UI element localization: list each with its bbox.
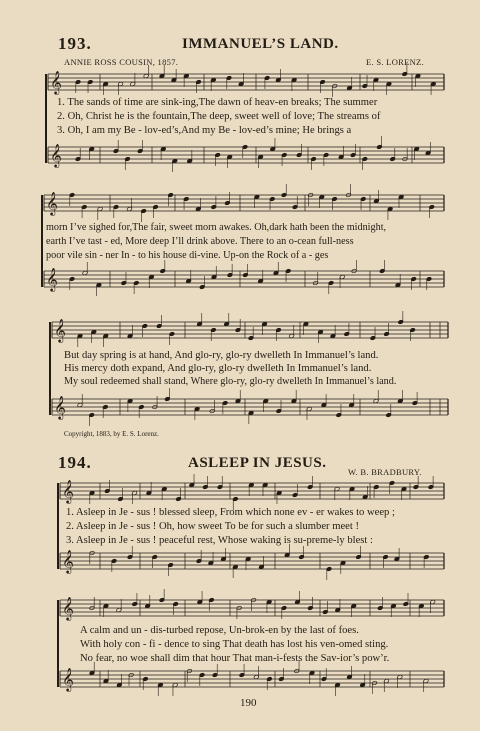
svg-text:𝄞: 𝄞 — [46, 191, 58, 215]
svg-text:𝄞: 𝄞 — [62, 479, 74, 503]
lyric-line: With holy con - fi - dence to sing That death has lost his ven-omed sting. — [80, 639, 389, 650]
lyric-line: A calm and un - dis-turbed repose, Un-brok-en by the last of foes. — [80, 625, 359, 636]
svg-text:𝄞: 𝄞 — [62, 549, 74, 573]
lyric-line: His mercy doth expand, And glo-ry, glo-ry dwelleth In Immanuel’s land. — [64, 363, 372, 374]
lyric-line: 1. The sands of time are sink-ing,The dawn of heav-en breaks; The summer — [57, 97, 378, 108]
page-number: 190 — [240, 697, 257, 709]
copyright-notice: Copyright, 1883, by E. S. Lorenz. — [64, 430, 159, 438]
hymn-title: IMMANUEL’S LAND. — [182, 36, 339, 52]
svg-text:𝄞: 𝄞 — [50, 70, 62, 94]
lyric-line: morn I’ve sighed for,The fair, sweet morn awakes. Oh,dark hath been the midnight, — [46, 222, 387, 233]
svg-text:𝄞: 𝄞 — [50, 143, 62, 167]
hymn-number: 194. — [58, 453, 92, 472]
svg-text:𝄞: 𝄞 — [54, 395, 66, 419]
svg-text:𝄞: 𝄞 — [62, 596, 74, 620]
hymn-number: 193. — [58, 34, 92, 53]
lyric-line: poor vile sin - ner In - to his house di-vine. Up-on the Rock of a - ges — [46, 250, 329, 261]
lyric-line: But day spring is at hand, And glo-ry, glo-ry dwelleth In Immanuel’s land. — [64, 350, 379, 361]
lyric-line: 3. Oh, I am my Be - lov-ed’s,And my Be - lov-ed’s mine; He brings a — [57, 125, 352, 136]
lyric-line: 2. Oh, Christ he is the fountain,The deep, sweet well of love; The streams of — [57, 111, 381, 122]
lyric-line: 3. Asleep in Je - sus ! peaceful rest, Whose waking is su-preme-ly blest : — [66, 535, 373, 546]
svg-text:𝄞: 𝄞 — [46, 267, 58, 291]
lyric-line: earth I’ve tast - ed, More deep I’ll drink above. There to an o-cean full-ness — [46, 236, 354, 247]
composer-credit: W. B. BRADBURY. — [348, 467, 422, 477]
lyric-line: 1. Asleep in Je - sus ! blessed sleep, From which none ev - er wakes to weep ; — [66, 507, 395, 518]
lyric-line: 2. Asleep in Je - sus ! Oh, how sweet To be for such a slumber meet ! — [66, 521, 359, 532]
composer-credit: E. S. LORENZ. — [366, 57, 424, 67]
lyric-line: My soul redeemed shall stand, Where glo-ry, glo-ry dwelleth In Immanuel’s land. — [64, 376, 397, 387]
hymn-title: ASLEEP IN JESUS. — [188, 455, 327, 471]
svg-text:𝄞: 𝄞 — [54, 318, 66, 342]
lyric-line: No fear, no woe shall dim that hour That man-i-fests the Sav-ior’s pow’r. — [80, 653, 390, 664]
lyricist-credit: ANNIE ROSS COUSIN, 1857. — [64, 57, 179, 67]
svg-text:𝄞: 𝄞 — [62, 667, 74, 691]
